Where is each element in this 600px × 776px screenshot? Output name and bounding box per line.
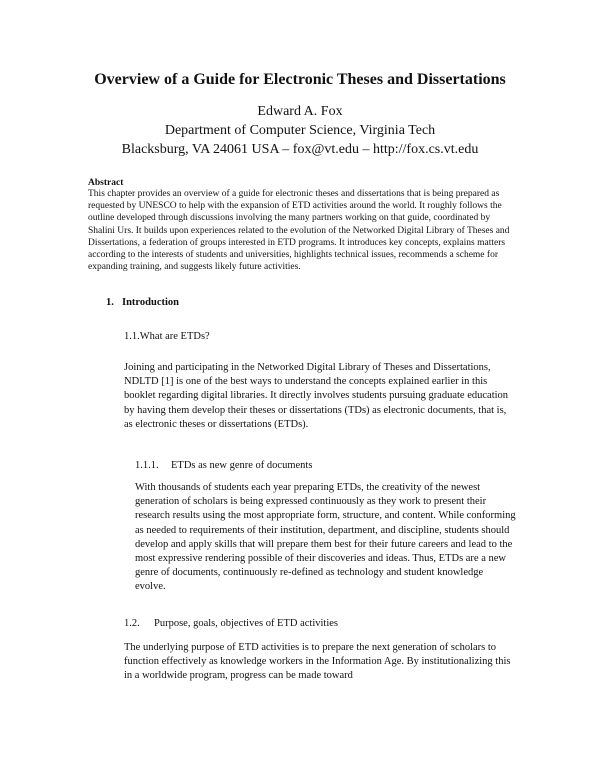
subsection-number: 1.2. — [124, 618, 140, 629]
author-block — [60, 102, 540, 159]
author-contact: Blacksburg, VA 24061 USA – fox@vt.edu – http://fox.cs.vt.edu — [121, 142, 479, 157]
paragraph-new-genre: With thousands of students each year preparing ETDs, the creativity of the newest generation of scholars is being expressed continuously as they work to present their research results using the most appropriate form, structure, and content. While conforming as needed to requirements of their institution, department, and discipline, students should develop and apply skills that will prepare them best for their future careers and lead to the most expressive rendering possible of their discoveries and ideas. Thus, ETDs are a new genre of documents, continuously re-defined as technology and student knowledge evolve. — [135, 482, 516, 593]
author-name: Edward A. Fox — [257, 104, 343, 119]
section-title: Introduction — [122, 297, 179, 308]
paragraph-purpose: The underlying purpose of ETD activities is to prepare the next generation of scholars to function effectively as knowledge workers in the Information Age. By institutionalizing this in a worldwide program, progress can be made toward — [124, 642, 511, 682]
paper-title: Overview of a Guide for Electronic Theses and Dissertations — [94, 71, 506, 88]
subsection-title: ETDs as new genre of documents — [171, 460, 313, 471]
section-number: 1. — [106, 297, 114, 308]
abstract-text: This chapter provides an overview of a guide for electronic theses and dissertations that is being prepared as requested by UNESCO to help with the expansion of ETD activities around the world. It roughly follows the outline developed through discussions involving the many partners working on that guide, coordinated by Shalini Urs. It builds upon experiences related to the evolution of the Networked Digital Library of Theses and Dissertations, a federation of groups interested in ETD programs. It introduces key concepts, explains matters according to the interests of students and universities, highlights technical issues, recommends a scheme for expanding training, and suggests likely future activities. — [88, 189, 510, 273]
subsection-heading-purpose — [124, 617, 338, 630]
section-heading-introduction — [106, 296, 179, 309]
subsection-number: 1.1. — [124, 331, 140, 342]
subsection-title: Purpose, goals, objectives of ETD activities — [154, 618, 339, 629]
author-affiliation: Department of Computer Science, Virginia Tech — [164, 123, 436, 138]
subsection-number: 1.1.1. — [135, 460, 159, 471]
subsection-heading-what-are-etds — [124, 330, 210, 343]
subsection-title: What are ETDs? — [139, 331, 210, 342]
subsection-heading-new-genre — [135, 459, 312, 472]
paragraph-what-are-etds: Joining and participating in the Networked Digital Library of Theses and Dissertations, NDLTD [1] is one of the best ways to understand the concepts explained earlier in this booklet regarding digital libraries. It directly involves students pursuing graduate education by having them develop their theses or dissertations (TDs) as electronic documents, that is, as electronic theses or dissertations (ETDs). — [124, 362, 509, 430]
abstract-heading: Abstract — [88, 178, 124, 188]
